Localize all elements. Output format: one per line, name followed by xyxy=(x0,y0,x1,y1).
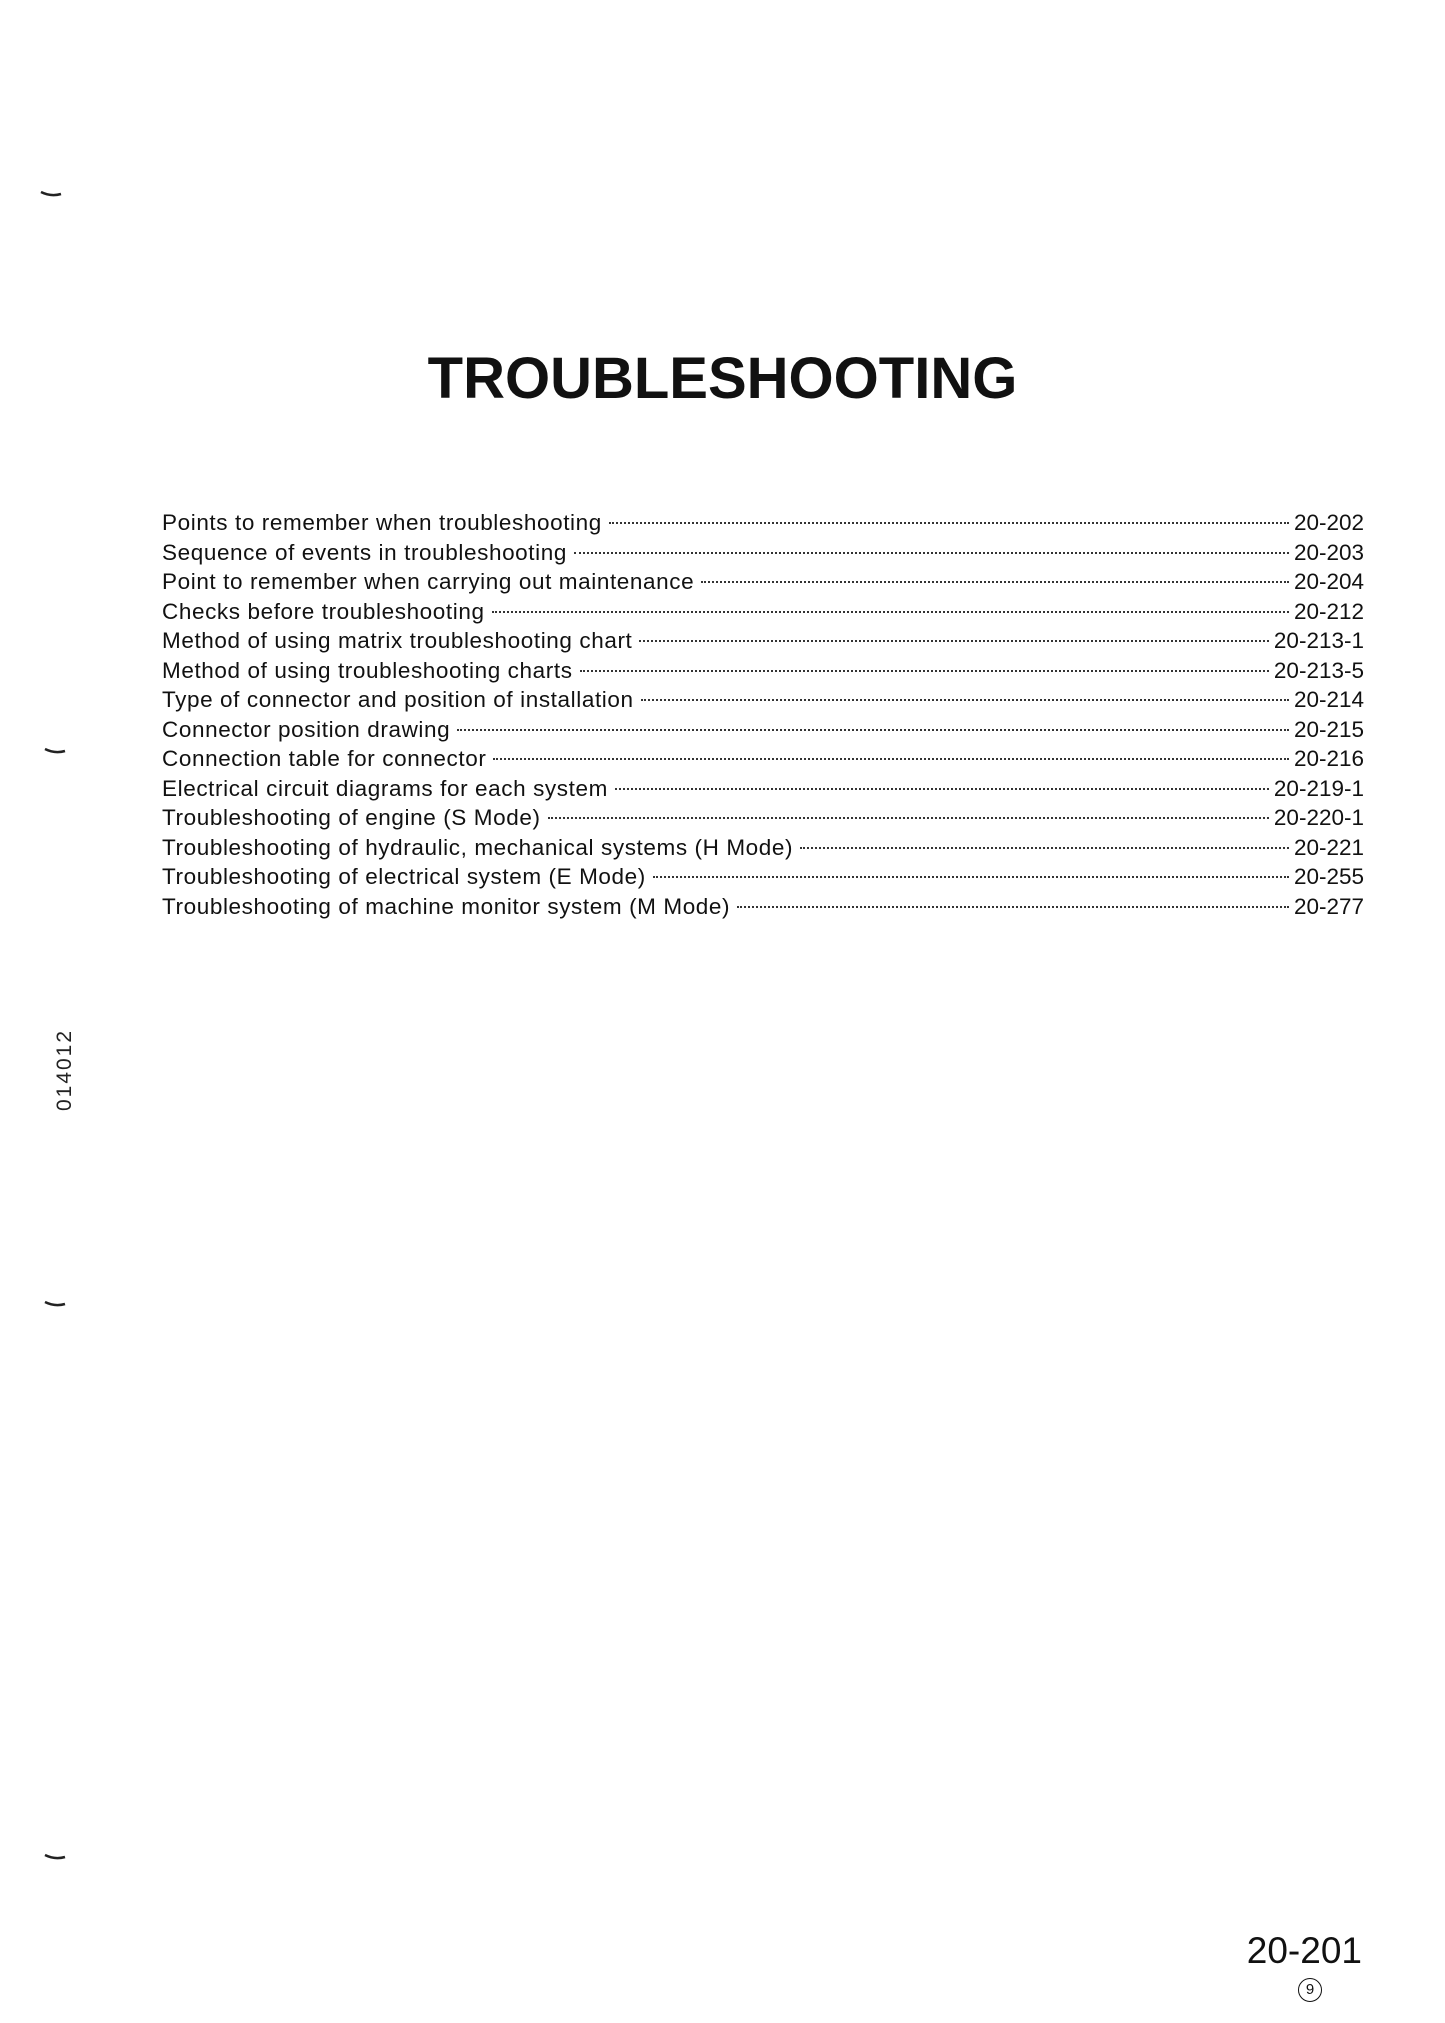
toc-dot-leader xyxy=(641,699,1289,701)
side-document-code-text: 014012 xyxy=(53,1028,76,1112)
toc-entry[interactable] xyxy=(162,567,1364,597)
toc-entry-label: Electrical circuit diagrams for each system xyxy=(162,775,608,801)
toc-dot-leader xyxy=(615,788,1269,790)
binder-mark xyxy=(44,747,66,755)
toc-entry-page: 20-213-1 xyxy=(1273,628,1364,653)
toc-entry-label: Troubleshooting of engine (S Mode) xyxy=(162,805,541,830)
toc-entry-page: 20-213-5 xyxy=(1273,657,1364,683)
toc-entry-label: Connection table for connector xyxy=(162,746,487,771)
page-title: TROUBLESHOOTING xyxy=(427,346,1018,411)
toc-dot-leader xyxy=(737,906,1289,908)
binder-mark xyxy=(44,1300,66,1308)
toc-entry-label: Troubleshooting of hydraulic, mechanical systems (H Mode) xyxy=(162,834,794,860)
binder-mark xyxy=(40,190,62,198)
toc-dot-leader xyxy=(457,729,1289,731)
toc-entry-label: Troubleshooting of machine monitor system (M Mode) xyxy=(162,893,731,919)
toc-dot-leader xyxy=(493,758,1288,760)
page-number: 20-201 xyxy=(1246,1930,1362,1971)
toc-entry[interactable] xyxy=(162,626,1364,656)
toc-entry[interactable] xyxy=(162,833,1364,863)
toc-entry[interactable] xyxy=(162,538,1364,568)
toc-entry-page: 20-215 xyxy=(1293,716,1364,742)
toc-dot-leader xyxy=(639,640,1269,642)
toc-entry-label: Type of connector and position of installation xyxy=(162,687,634,712)
toc-entry-page: 20-202 xyxy=(1293,510,1364,535)
toc-dot-leader xyxy=(574,552,1289,554)
toc-entry-page: 20-204 xyxy=(1293,569,1364,594)
toc-dot-leader xyxy=(580,670,1269,672)
toc-entry-label: Point to remember when carrying out maintenance xyxy=(162,569,695,594)
table-of-contents xyxy=(162,508,1364,921)
side-document-code xyxy=(50,1030,80,1110)
toc-entry-page: 20-255 xyxy=(1293,864,1364,889)
toc-dot-leader xyxy=(492,611,1289,613)
toc-entry-label: Points to remember when troubleshooting xyxy=(162,510,602,535)
toc-entry-page: 20-219-1 xyxy=(1273,775,1364,801)
binder-mark xyxy=(44,1853,66,1861)
toc-entry[interactable] xyxy=(162,744,1364,774)
toc-entry-label: Method of using matrix troubleshooting chart xyxy=(162,628,633,653)
toc-dot-leader xyxy=(653,876,1289,878)
toc-entry-label: Troubleshooting of electrical system (E Mode) xyxy=(162,864,646,889)
toc-entry-page: 20-212 xyxy=(1293,598,1364,624)
toc-entry[interactable] xyxy=(162,656,1364,686)
toc-dot-leader xyxy=(548,817,1269,819)
toc-entry-page: 20-216 xyxy=(1293,746,1364,771)
toc-entry[interactable] xyxy=(162,862,1364,892)
toc-entry[interactable] xyxy=(162,892,1364,922)
toc-entry-page: 20-220-1 xyxy=(1273,805,1364,830)
toc-entry-page: 20-277 xyxy=(1293,893,1364,919)
toc-entry-label: Sequence of events in troubleshooting xyxy=(162,539,567,565)
toc-entry[interactable] xyxy=(162,597,1364,627)
toc-entry-label: Connector position drawing xyxy=(162,716,451,742)
toc-entry-label: Method of using troubleshooting charts xyxy=(162,657,573,683)
toc-entry[interactable] xyxy=(162,685,1364,715)
toc-entry-label: Checks before troubleshooting xyxy=(162,598,485,624)
toc-entry[interactable] xyxy=(162,803,1364,833)
toc-dot-leader xyxy=(800,847,1289,849)
toc-entry[interactable] xyxy=(162,715,1364,745)
revision-badge: 9 xyxy=(1298,1978,1322,2002)
toc-entry[interactable] xyxy=(162,774,1364,804)
toc-dot-leader xyxy=(701,581,1289,583)
toc-entry[interactable] xyxy=(162,508,1364,538)
toc-entry-page: 20-203 xyxy=(1293,539,1364,565)
toc-dot-leader xyxy=(609,522,1289,524)
toc-entry-page: 20-214 xyxy=(1293,687,1364,712)
toc-entry-page: 20-221 xyxy=(1293,834,1364,860)
